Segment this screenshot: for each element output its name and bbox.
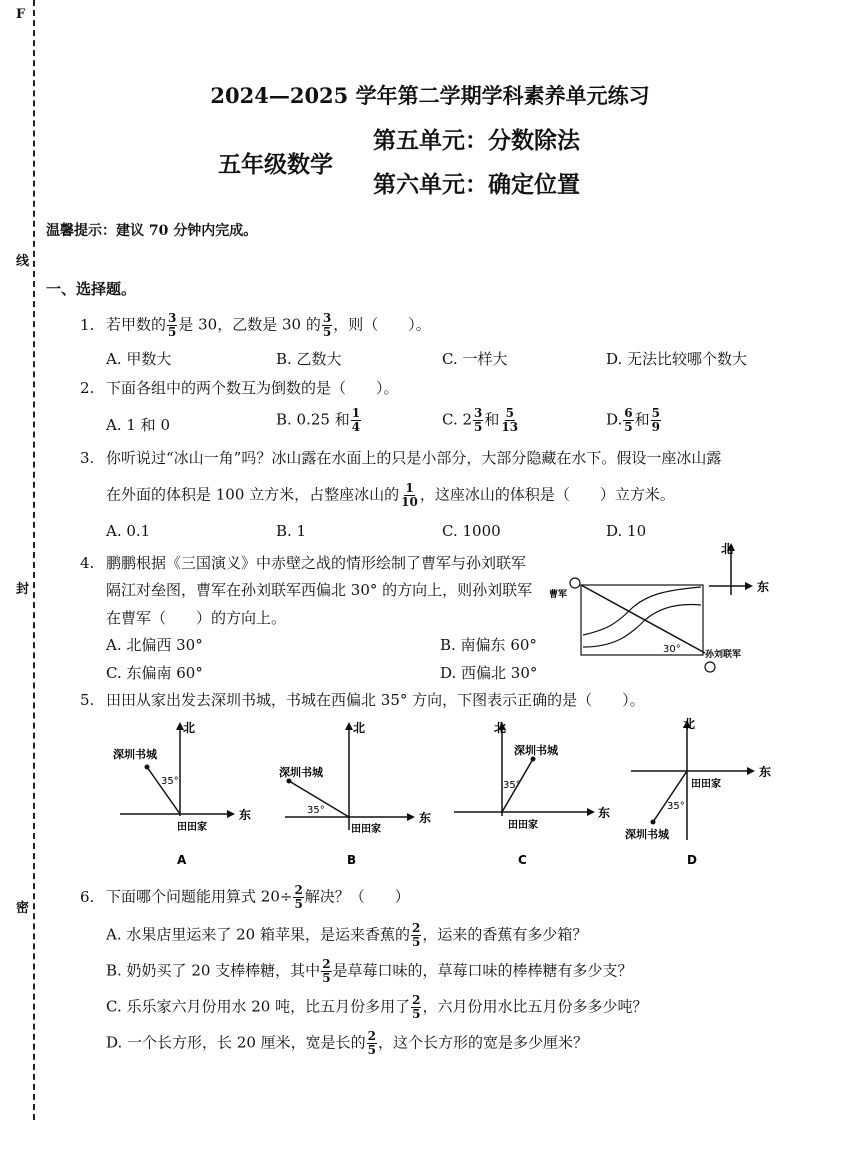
- unit5-title: 第五单元：分数除法: [373, 127, 580, 154]
- north-label: 北: [353, 721, 366, 735]
- question-4-line1: [80, 553, 526, 573]
- frac-den: 5: [367, 1043, 377, 1057]
- frac-den: 5: [412, 935, 421, 949]
- tip-text: 温馨提示：建议 70 分钟内完成。: [46, 223, 258, 239]
- direction-line: [581, 585, 705, 653]
- east-label: 东: [239, 808, 252, 822]
- frac-den: 5: [412, 1007, 421, 1021]
- q3-line2-b: ，这座冰山的体积是（ ）立方米。: [419, 485, 675, 504]
- q4-angle-label: 30°: [663, 644, 681, 655]
- q6d-text-b: ，这个长方形的宽是多少厘米？: [378, 1033, 589, 1052]
- q4-option-b: B. 南偏东 60°: [440, 636, 537, 654]
- q5-figure-a: [105, 718, 265, 868]
- question-1: [80, 312, 431, 339]
- q1-option-a: A. 甲数大: [106, 350, 172, 368]
- east-arrowhead: [745, 582, 753, 590]
- question-3-line1: [80, 448, 721, 468]
- bookstore-dot: [287, 779, 292, 784]
- q2-option-b: [276, 407, 362, 434]
- frac-num: 3: [168, 311, 177, 325]
- frac-num: 2: [412, 921, 421, 935]
- angle-label: 35°: [307, 805, 325, 816]
- frac-den: 5: [168, 325, 177, 339]
- margin-line-char: 线: [16, 254, 30, 269]
- q3-option-d: D. 10: [606, 522, 647, 540]
- frac-den: 13: [501, 420, 519, 434]
- bookstore-label: 深圳书城: [514, 744, 558, 757]
- q4-east-label: 东: [757, 580, 770, 594]
- q2-text: 下面各组中的两个数互为倒数的是（ ）。: [106, 379, 399, 397]
- q6-option-d: [106, 1030, 588, 1057]
- bookstore-dot: [651, 820, 656, 825]
- q6a-frac: [411, 922, 421, 949]
- q6-text-b: 解决？（ ）: [304, 887, 410, 906]
- q3-option-c: C. 1000: [442, 522, 501, 540]
- q1-frac1: [167, 312, 177, 339]
- q4-map-figure: [545, 535, 785, 680]
- figure-label: D: [687, 853, 697, 867]
- q6b-frac: [321, 958, 331, 985]
- q3-option-b: B. 1: [276, 522, 307, 540]
- frac-den: 4: [351, 420, 361, 434]
- q6-option-c: [106, 994, 647, 1021]
- angle-label: 35°: [161, 776, 179, 787]
- east-arrowhead: [407, 813, 415, 821]
- unit6-title: 第六单元：确定位置: [373, 171, 580, 198]
- q6-num: 6.: [80, 887, 95, 906]
- q6a-text-b: ，运来的香蕉有多少箱？: [422, 925, 588, 944]
- frac-num: 5: [505, 406, 514, 420]
- east-arrowhead: [747, 767, 755, 775]
- q3-num: 3.: [80, 449, 95, 467]
- margin-seal2-char: 密: [16, 901, 30, 916]
- q4-option-a: A. 北偏西 30°: [106, 636, 203, 654]
- q3-option-a: A. 0.1: [106, 522, 151, 540]
- frac-den: 10: [401, 495, 418, 509]
- sun-liu-army-label: 孙刘联军: [705, 650, 742, 660]
- q6-text-a: 下面哪个问题能用算式 20÷: [106, 887, 293, 906]
- question-4-line2: 隔江对垒图，曹军在孙刘联军西偏北 30° 的方向上，则孙刘联军: [106, 581, 533, 599]
- frac-num: 1: [405, 481, 414, 495]
- frac-den: 5: [474, 420, 483, 434]
- cao-army-icon: [570, 578, 580, 588]
- q6a-text-a: A. 水果店里运来了 20 箱苹果，是运来香蕉的: [106, 925, 410, 944]
- frac-den: 9: [651, 420, 660, 434]
- bookstore-label: 深圳书城: [113, 748, 157, 761]
- question-6: [80, 884, 410, 911]
- q2d-pre: D.: [606, 410, 623, 429]
- east-label: 东: [598, 806, 610, 820]
- q4-option-c: C. 东偏南 60°: [106, 664, 203, 682]
- cao-army-label: 曹军: [549, 590, 568, 600]
- q6d-frac: [367, 1030, 377, 1057]
- q1-text-b: 是 30，乙数是 30 的: [178, 315, 321, 334]
- q2c-frac1: [473, 407, 483, 434]
- q1-option-c: C. 一样大: [442, 350, 508, 368]
- q1-text-c: ，则（ ）。: [333, 315, 431, 334]
- north-label: 北: [683, 717, 696, 731]
- q2b-frac: [351, 407, 361, 434]
- frac-num: 1: [351, 406, 361, 420]
- q6b-text-a: B. 奶奶买了 20 支棒棒糖，其中: [106, 961, 321, 980]
- question-4-line3: 在曹军（ ）的方向上。: [106, 609, 287, 627]
- section-heading: 一、选择题。: [46, 280, 137, 298]
- home-label: 田田家: [691, 779, 721, 790]
- figure-label: C: [518, 853, 527, 867]
- q6-option-a: [106, 922, 587, 949]
- sun-liu-army-icon: [705, 662, 715, 672]
- question-2: [80, 378, 399, 398]
- q5-figure-b: [275, 718, 445, 868]
- figure-label: B: [347, 853, 357, 867]
- q6c-text-a: C. 乐乐家六月份用水 20 吨，比五月份多用了: [106, 997, 411, 1016]
- direction-ray: [653, 771, 687, 822]
- frac-num: 2: [294, 883, 303, 897]
- east-label: 东: [419, 811, 432, 825]
- angle-label: 35°: [667, 801, 685, 812]
- q5-figure-d: [625, 712, 795, 868]
- grade-subject: 五年级数学: [218, 151, 333, 178]
- q2-option-a: A. 1 和 0: [106, 416, 170, 434]
- q2c-frac2: [500, 407, 519, 434]
- frac-num: 2: [322, 957, 331, 971]
- q6d-text-a: D. 一个长方形，长 20 厘米，宽是长的: [106, 1033, 366, 1052]
- q4-num: 4.: [80, 554, 95, 572]
- north-arrowhead: [345, 722, 353, 730]
- frac-den: 5: [624, 420, 633, 434]
- frac-num: 2: [367, 1029, 377, 1043]
- east-arrowhead: [227, 810, 235, 818]
- q6-frac: [293, 884, 303, 911]
- q1-text-a: 若甲数的: [106, 315, 167, 334]
- frac-den: 5: [322, 971, 331, 985]
- q6c-frac: [411, 994, 421, 1021]
- q2b-pre: B. 0.25 和: [276, 410, 350, 429]
- figure-label: A: [177, 853, 187, 867]
- direction-ray: [147, 767, 180, 814]
- bookstore-label: 深圳书城: [625, 828, 669, 841]
- q2d-frac2: [651, 407, 661, 434]
- q4-north-label: 北: [721, 542, 734, 556]
- q5-text: 田田从家出发去深圳书城，书城在西偏北 35° 方向，下图表示正确的是（ ）。: [106, 691, 645, 709]
- q4-line1: 鹏鹏根据《三国演义》中赤壁之战的情形绘制了曹军与孙刘联军: [106, 554, 527, 572]
- q1-option-b: B. 乙数大: [276, 350, 342, 368]
- frac-num: 3: [474, 406, 483, 420]
- q2-option-c: [442, 407, 520, 434]
- question-5: [80, 690, 645, 710]
- frac-num: 3: [322, 311, 332, 325]
- q3-frac: [400, 482, 419, 509]
- question-3-line2: [106, 482, 675, 509]
- q1-num: 1.: [80, 315, 95, 334]
- north-label: 北: [494, 721, 507, 735]
- river-bank-1: [583, 587, 701, 635]
- q5-num: 5.: [80, 691, 95, 709]
- bookstore-dot: [145, 765, 150, 770]
- frac-num: 5: [651, 406, 660, 420]
- binding-dashed-line: [33, 0, 35, 1120]
- page-title: 2024—2025 学年第二学期学科素养单元练习: [210, 83, 650, 108]
- q3-line1: 你听说过“冰山一角”吗？冰山露在水面上的只是小部分，大部分隐藏在水下。假设一座冰山露: [106, 449, 722, 467]
- q2-option-d: [606, 407, 662, 434]
- frac-num: 2: [412, 993, 421, 1007]
- frac-den: 5: [322, 325, 332, 339]
- bookstore-label: 深圳书城: [279, 766, 323, 779]
- frac-num: 6: [624, 406, 633, 420]
- q3-line2-a: 在外面的体积是 100 立方米，占整座冰山的: [106, 485, 400, 504]
- q1-frac2: [322, 312, 332, 339]
- home-label: 田田家: [177, 822, 207, 833]
- q5-figure-c: [450, 718, 610, 868]
- east-arrowhead: [587, 808, 595, 816]
- frac-den: 5: [294, 897, 303, 911]
- q6-option-b: [106, 958, 633, 985]
- margin-mark: F: [16, 7, 26, 22]
- north-label: 北: [183, 721, 196, 735]
- q1-option-d: D. 无法比较哪个数大: [606, 350, 748, 368]
- q6c-text-b: ，六月份用水比五月份多多少吨？: [422, 997, 648, 1016]
- q2c-mid: 和: [484, 410, 500, 429]
- q2c-pre: C. 2: [442, 410, 473, 429]
- home-label: 田田家: [351, 824, 381, 835]
- home-label: 田田家: [508, 820, 538, 831]
- bookstore-dot: [531, 757, 536, 762]
- q2d-frac1: [623, 407, 633, 434]
- angle-label: 35°: [503, 780, 521, 791]
- q2-num: 2.: [80, 379, 95, 397]
- q2d-mid: 和: [634, 410, 650, 429]
- q4-option-d: D. 西偏北 30°: [440, 664, 538, 682]
- east-label: 东: [759, 765, 772, 779]
- margin-seal-char: 封: [16, 582, 30, 597]
- q6b-text-b: 是草莓口味的，草莓口味的棒棒糖有多少支？: [332, 961, 633, 980]
